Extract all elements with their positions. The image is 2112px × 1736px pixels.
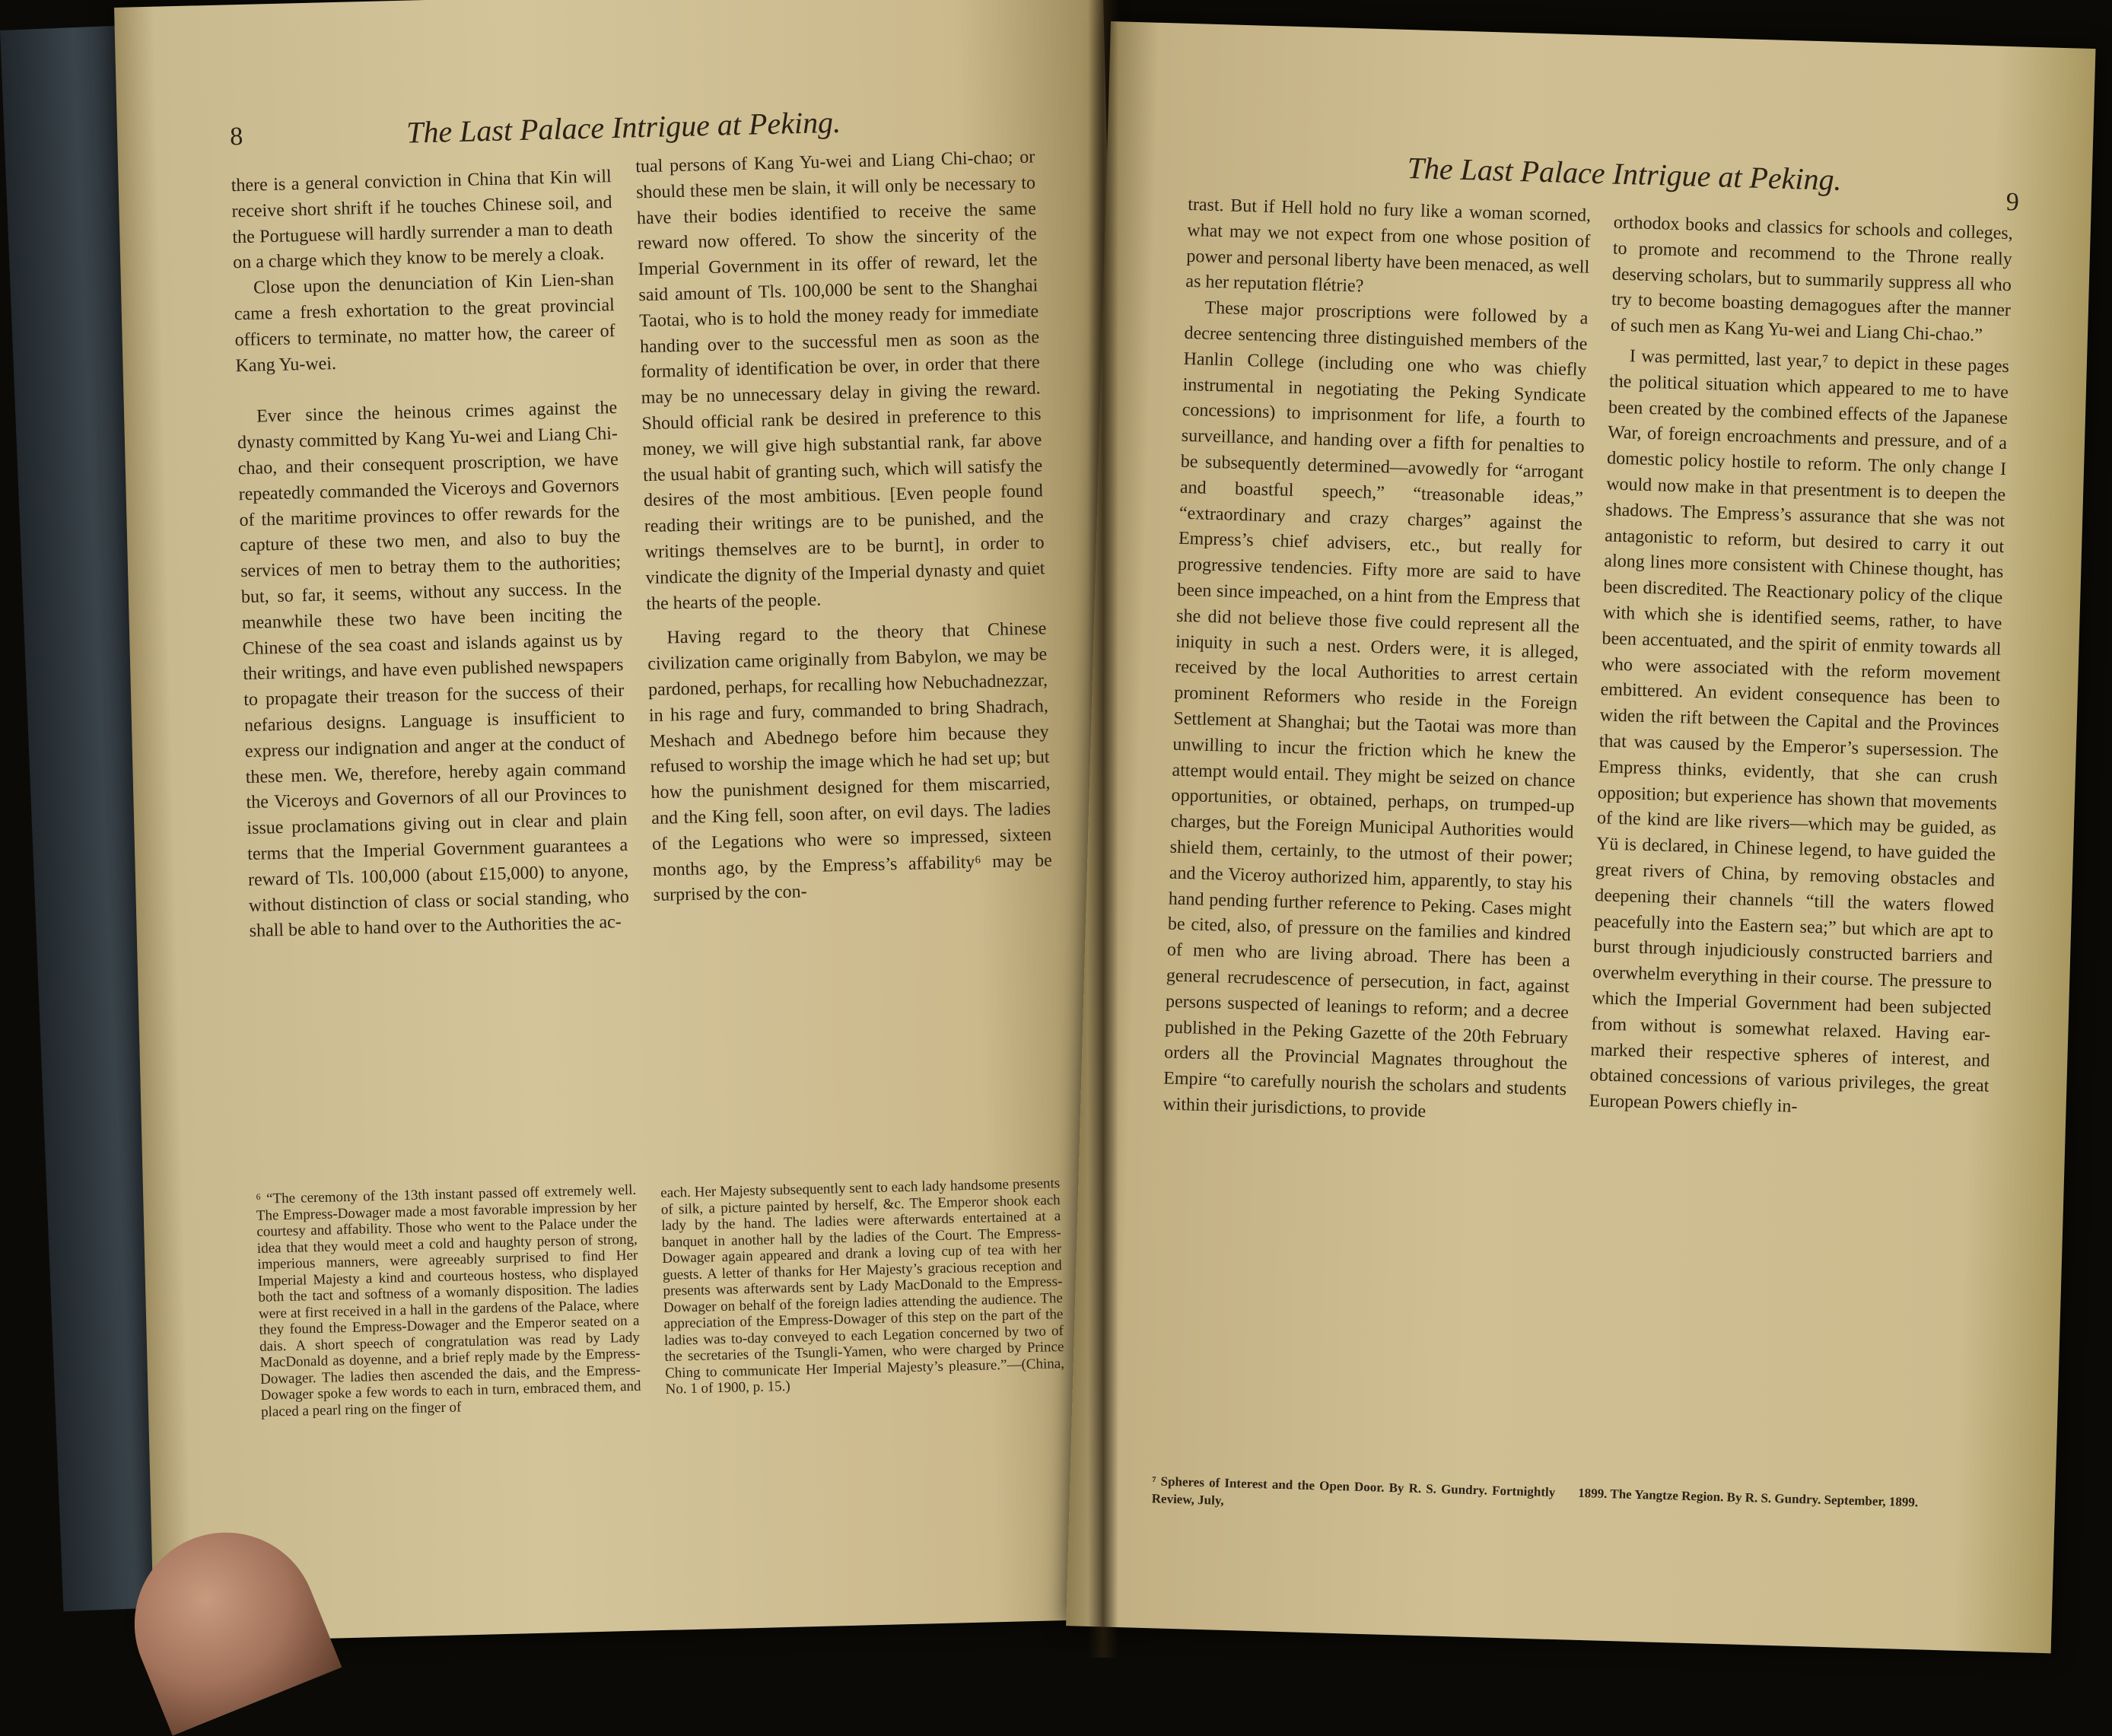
decree-paragraph: Ever since the heinous crimes against the dynasty committed by Kang Yu-wei and Liang Chi-chao, and their consequent proscription, we have repeatedly commanded the Viceroys and Governors of the maritime provinces to offer rewards for the capture of these two men, and also to buy the services of men to betray them to the authorities; but, so far, it seems, without any success. In the meanwhile these two have been inciting the Chinese of the sea coast and islands against us by their writings, and have even published newspapers to propagate their treason for the success of their nefarious designs. Language is insufficient to express our indignation and anger at the conduct of these men. We, therefore, hereby again command the Viceroys and Governors of all our Provinces to issue proclamations giving out in clear and plain terms that the Imperial Government guarantees a reward of Tls. 100,000 (about £15,000) to anyone, without distinction of class or social standing, who shall be able to hand over to the Authorities the ac- [237, 398, 630, 942]
page-number: 9 [2005, 187, 2020, 217]
text-column-1 [1163, 192, 1592, 1129]
paragraph: there is a general conviction in China that Kin will receive short shrift if he touches Chinese soil, and the Portuguese will hardly surrender a man to death on a charge which they know to be merely a cloak. [231, 167, 613, 273]
book-gutter [1088, 0, 1118, 1658]
text-column-2 [1589, 211, 2013, 1126]
paragraph: Having regard to the theory that Chinese civilization came originally from Babylon, we may be pardoned, perhaps, for recalling how Nebuchadnezzar, in his rage and fury, commanded to bring Shadrach, Meshach and Abednego before him because they refused to worship the image which he had set up; but how the punishment designed for them miscarried, and the King fell, soon after, on evil days. The ladies of the Legations who were so impressed, sixteen months ago, by the Empress’s affability⁶ may be surprised by the con- [647, 618, 1053, 906]
text-column-2 [635, 145, 1053, 909]
running-head: The Last Palace Intrigue at Peking. [406, 104, 841, 150]
running-head: The Last Palace Intrigue at Peking. [1407, 150, 1843, 197]
page-number: 8 [229, 122, 243, 151]
paragraph: These major proscriptions were followed by a decree sentencing three distinguished members of the Hanlin College (including one who was chiefly instrumental in negotiating the Peking Syndicate concessions) to imprisonment for life, a fourth to surveillance, and handing over a fifth for penalties to be subsequently determined—avowedly for “arrogant and boastful speech,” “treasonable ideas,” “extraordinary and crazy charges” against the Empress’s chief advisers, etc., but really for progressive tendencies. Fifty more are said to have been since impeached, on a hint from the Empress that she did not believe those five could represent all the iniquity in such a nest. Orders were, it is alleged, received by the local Authorities to arrest certain prominent Reformers who reside in the Foreign Settlement at Shanghai; but the Taotai was more than unwilling to incur the friction which he knew the attempt would entail. They might be seized on chance opportunities, or obtained, perhaps, on trumped-up charges, but the Foreign Municipal Authorities would shield them, certainly, to the utmost of their power; and the Viceroy authorized him, apparently, to stay his hand pending further reference to Peking. Cases might be cited, also, of pressure on the families and kindred of men who are living abroad. There has been a general recrudescence of persecution, in fact, against persons suspected of leanings to reform; and a decree published in the Peking Gazette of the 20th February orders all the Provincial Magnates throughout the Empire “to carefully nourish the scholars and students within their jurisdictions, to provide [1162, 297, 1589, 1122]
footnote: ⁷ Spheres of Interest and the Open Door. By R. S. Gundry. Fortnightly Review, July, [1151, 1474, 1556, 1508]
paragraph: Close upon the denunciation of Kin Lien-shan came a fresh exhortation to the great provincial officers to terminate, no matter how, the career of Kang Yu-wei. [234, 269, 615, 376]
paragraph: trast. But if Hell hold no fury like a woman scorned, what may we not expect from one whose position of power and personal liberty have been menaced, as well as her reputation flétrie? [1185, 194, 1592, 297]
footnote-continued: each. Her Majesty subsequently sent to each lady handsome presents of silk, a picture painted by herself, &c. The Emperor shook each lady by the hand. The ladies were afterwards entertained at a banquet in another hall by the ladies of the Court. The Empress-Dowager again appeared and drank a loving cup of tea with her guests. A letter of thanks for Her Majesty’s gracious reception and presents was afterwards sent by Lady MacDonald to the Empress-Dowager on behalf of the foreign ladies attending the audience. The appreciation of the Empress-Dowager of this step on the part of the ladies was to-day conveyed to each Legation concerned by two of the secretaries of the Tsungli-Yamen, who were charged by Prince Ching to communicate Her Imperial Majesty’s pleasure.”—(China, No. 1 of 1900, p. 15.) [660, 1175, 1065, 1397]
footnote: ⁶ “The ceremony of the 13th instant passed off extremely well. The Empress-Dowager made a most favorable impression by her courtesy and affability. Those who went to the Palace under the idea that they would meet a cold and haughty person of strong, imperious manners, were agreeably surprised to find Her Imperial Majesty a kind and courteous hostess, who displayed both the tact and softness of a womanly disposition. The ladies were at first received in a hall in the gardens of the Palace, where they found the Empress-Dowager and the Emperor seated on a dais. A short speech of congratulation was read by Lady MacDonald as doyenne, and a brief reply made by the Empress-Dowager. The ladies then ascended the dais, and the Empress-Dowager spoke a few words to each in turn, embraced them, and placed a pearl ring on the finger of [256, 1181, 641, 1420]
text-column-1 [231, 164, 630, 945]
footnote-continued: 1899. The Yangtze Region. By R. S. Gundry. September, 1899. [1577, 1485, 1919, 1510]
left-page [114, 0, 1143, 1642]
paragraph: I was permitted, last year,⁷ to depict in these pages the political situation which appeared to me to have been created by the combined effects of the Japanese War, of foreign encroachments and pressure, and of a domestic policy hostile to reform. The only change I would now make in that presentment is to deepen the shadows. The Empress’s assurance that she was not antagonistic to reform, but desired to carry it out along lines more consistent with Chinese thought, has been discredited. The Reactionary policy of the clique with which she is identified seems, rather, to have been accentuated, and the spirit of enmity towards all who were associated with the reform movement embittered. An evident consequence has been to widen the rift between the Capital and the Provinces that was caused by the Emperor’s supersession. The Empress thinks, evidently, that she can crush opposition; but experience has shown that movements of the kind are like rivers—which may be guided, as Yü is declared, in Chinese legend, to have guided the great rivers of China, by removing obstacles and deepening their channels “till the waters flowed peacefully into the Eastern sea;” but which are apt to burst through injudiciously constructed barriers and overwhelm everything in their course. The pressure to which the Imperial Government had been subjected from without is somewhat relaxed. Having ear-marked their respective spheres of interest, and obtained concessions of various privileges, the great European Powers chiefly in- [1589, 346, 2010, 1117]
paragraph: tual persons of Kang Yu-wei and Liang Chi-chao; or should these men be slain, it will only be necessary to have their bodies identified to receive the same reward now offered. To show the sincerity of the Imperial Government in its offer of reward, let the said amount of Tls. 100,000 be sent to the Shanghai Taotai, who is to hold the money ready for immediate handing over to the successful men as soon as the formality of identification be over, in order that there may be no unnecessary delay in giving the reward. Should official rank be desired in preference to this money, we will give high substantial rank, far above the usual habit of granting such, which will satisfy the desires of the most ambitious. [Even people found reading their writings are to be punished, and the writings themselves are to be burnt], in order to vindicate the dignity of the Imperial dynasty and quiet the hearts of the people. [635, 147, 1045, 614]
right-page [1066, 21, 2095, 1653]
paragraph: orthodox books and classics for schools and colleges, to promote and recommend to the Throne really deserving scholars, but to summarily suppress all who try to become boasting demagogues after the manner of such men as Kang Yu-wei and Liang Chi-chao.” [1610, 212, 2014, 346]
